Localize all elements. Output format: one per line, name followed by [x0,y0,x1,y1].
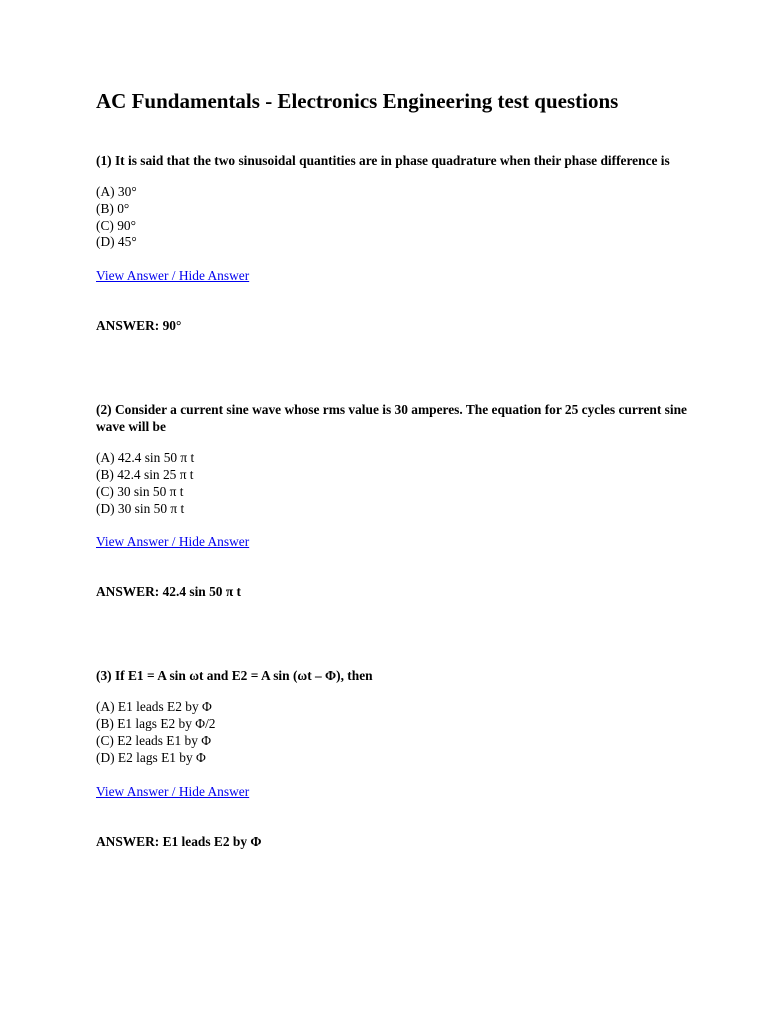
option-d: (D) 30 sin 50 π t [96,500,185,516]
option-d: (D) E2 lags E1 by Φ [96,749,206,765]
option-a: (A) E1 leads E2 by Φ [96,699,212,715]
question-gap [96,334,696,401]
option-c: (C) E2 leads E1 by Φ [96,732,212,748]
page-title: AC Fundamentals - Electronics Engineering test questions [96,89,619,113]
option-b: (B) E1 lags E2 by Φ/2 [96,716,216,732]
answer-text: ANSWER: 90° [96,318,182,334]
option-list [96,699,696,766]
question-text: (3) If E1 = A sin ωt and E2 = A sin (ωt – Φ), then [96,668,373,684]
question-gap [96,600,696,667]
question-2 [96,401,696,600]
question-1 [96,152,696,334]
option-c: (C) 30 sin 50 π t [96,483,184,499]
question-3 [96,667,696,849]
answer-text: ANSWER: 42.4 sin 50 π t [96,584,241,600]
view-answer-link[interactable]: View Answer / Hide Answer [96,783,250,799]
view-answer-link[interactable]: View Answer / Hide Answer [96,534,250,550]
question-text: (1) It is said that the two sinusoidal quantities are in phase quadrature when their phase difference is [96,153,670,168]
option-c: (C) 90° [96,217,136,233]
answer-text: ANSWER: E1 leads E2 by Φ [96,833,262,849]
document-page [96,88,696,850]
option-list [96,184,696,251]
option-a: (A) 30° [96,184,137,199]
option-a: (A) 42.4 sin 50 π t [96,450,195,466]
question-text: (2) Consider a current sine wave whose rms value is 30 amperes. The equation for 25 cycles current sine wave will be [96,402,688,435]
option-list [96,450,696,517]
view-answer-link[interactable]: View Answer / Hide Answer [96,268,250,284]
option-b: (B) 42.4 sin 25 π t [96,466,194,482]
option-d: (D) 45° [96,234,137,250]
option-b: (B) 0° [96,200,130,216]
